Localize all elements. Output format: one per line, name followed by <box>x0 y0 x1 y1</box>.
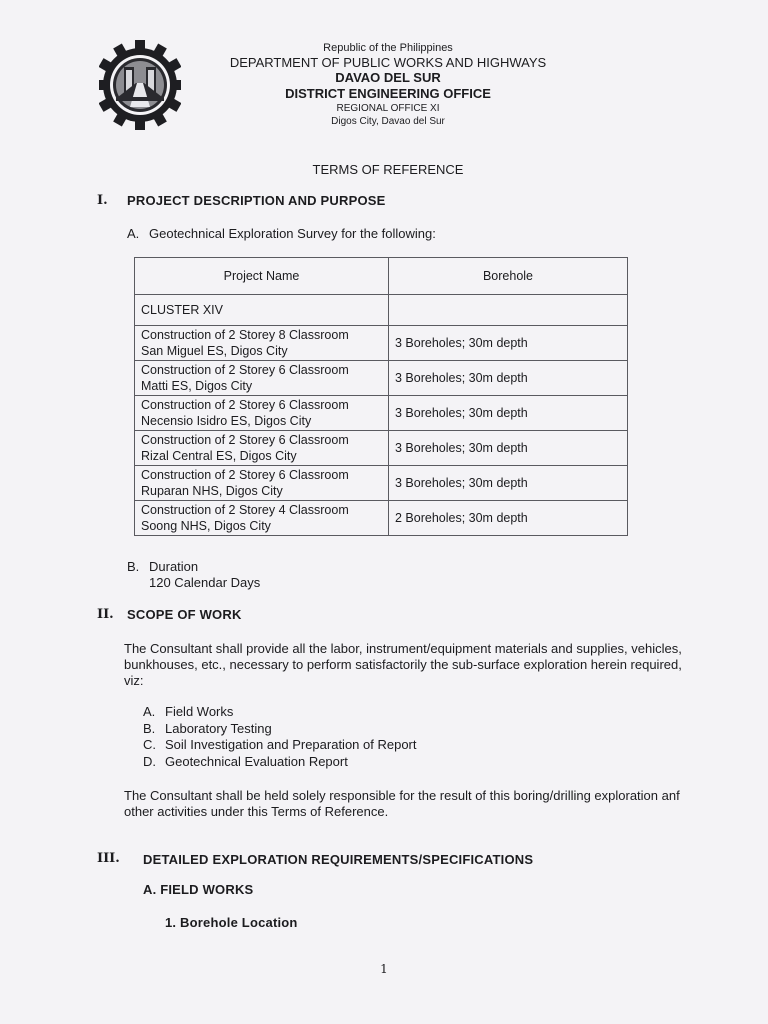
header-province: DAVAO DEL SUR <box>335 70 441 85</box>
scope-paragraph-2: The Consultant shall be held solely responsible for the result of this boring/drilling exploration anf other activities under this Terms of Reference. <box>124 788 680 819</box>
duration-value: 120 Calendar Days <box>149 575 261 590</box>
list-item <box>143 704 417 721</box>
project-name-line2: Matti ES, Digos City <box>141 379 253 393</box>
table-row <box>135 396 628 431</box>
borehole-cell: 3 Boreholes; 30m depth <box>389 361 628 396</box>
borehole-cell: 2 Boreholes; 30m depth <box>389 501 628 536</box>
section-2-title: SCOPE OF WORK <box>127 607 242 622</box>
table-row <box>135 361 628 396</box>
project-name-line2: Ruparan NHS, Digos City <box>141 484 283 498</box>
section-1-item-b-letter: B. <box>127 559 140 574</box>
section-1-title: PROJECT DESCRIPTION AND PURPOSE <box>127 193 386 208</box>
table-row <box>135 326 628 361</box>
section-2-number: II. <box>97 607 114 622</box>
scope-list <box>143 704 417 770</box>
section-3-title: DETAILED EXPLORATION REQUIREMENTS/SPECIFICATIONS <box>143 852 534 867</box>
list-item <box>143 737 417 754</box>
document-title: TERMS OF REFERENCE <box>312 162 464 177</box>
section-1-number: I. <box>97 193 108 208</box>
project-name-line1: Construction of 2 Storey 6 Classroom <box>141 398 349 412</box>
borehole-cell: 3 Boreholes; 30m depth <box>389 431 628 466</box>
borehole-cell: 3 Boreholes; 30m depth <box>389 466 628 501</box>
table-row <box>135 501 628 536</box>
header-republic: Republic of the Philippines <box>323 42 453 54</box>
project-name-cell <box>135 396 389 431</box>
section-1-item-b-label: Duration <box>149 559 199 574</box>
list-item-text: Field Works <box>165 704 234 719</box>
list-item-letter: C. <box>143 737 156 752</box>
table-row <box>135 466 628 501</box>
project-name-line2: San Miguel ES, Digos City <box>141 344 288 358</box>
project-name-cell <box>135 431 389 466</box>
borehole-cell: 3 Boreholes; 30m depth <box>389 326 628 361</box>
project-name-cell <box>135 361 389 396</box>
project-table <box>134 257 628 536</box>
list-item-text: Laboratory Testing <box>165 720 272 736</box>
table-row-cluster <box>135 295 628 326</box>
borehole-location-heading: 1. Borehole Location <box>165 915 298 930</box>
column-header-borehole: Borehole <box>389 258 628 295</box>
list-item <box>143 721 417 738</box>
cluster-label: CLUSTER XIV <box>135 295 389 326</box>
page-number: 1 <box>380 962 388 976</box>
header-office: DISTRICT ENGINEERING OFFICE <box>285 86 491 101</box>
project-name-line2: Soong NHS, Digos City <box>141 519 271 533</box>
project-name-cell <box>135 466 389 501</box>
list-item-text: Soil Investigation and Preparation of Report <box>165 737 417 752</box>
table-header-row <box>135 258 628 295</box>
section-1-item-a-text: Geotechnical Exploration Survey for the following: <box>149 226 436 241</box>
cluster-borehole-empty <box>389 295 628 326</box>
field-works-heading: A. FIELD WORKS <box>143 882 254 897</box>
list-item <box>143 754 417 771</box>
list-item-text: Geotechnical Evaluation Report <box>165 753 348 769</box>
project-name-line1: Construction of 2 Storey 6 Classroom <box>141 433 349 447</box>
list-item-letter: D. <box>143 753 156 769</box>
project-name-line2: Necensio Isidro ES, Digos City <box>141 414 312 428</box>
list-item-letter: B. <box>143 720 156 736</box>
project-name-line1: Construction of 2 Storey 4 Classroom <box>141 503 349 517</box>
project-name-line1: Construction of 2 Storey 6 Classroom <box>141 363 349 377</box>
project-name-line2: Rizal Central ES, Digos City <box>141 449 297 463</box>
project-name-line1: Construction of 2 Storey 8 Classroom <box>141 328 349 342</box>
section-1-item-a-letter: A. <box>127 226 140 241</box>
table-row <box>135 431 628 466</box>
column-header-project-name: Project Name <box>135 258 389 295</box>
project-name-cell <box>135 501 389 536</box>
borehole-cell: 3 Boreholes; 30m depth <box>389 396 628 431</box>
project-name-cell <box>135 326 389 361</box>
project-name-line1: Construction of 2 Storey 6 Classroom <box>141 468 349 482</box>
header-department: DEPARTMENT OF PUBLIC WORKS AND HIGHWAYS <box>229 55 547 70</box>
header-address: Digos City, Davao del Sur <box>331 116 445 127</box>
scope-paragraph-1: The Consultant shall provide all the labor, instrument/equipment materials and supplies, vehicles, bunkhouses, etc., necessary to perform satisfactorily the sub-surface exploration herein required, viz: <box>124 641 682 688</box>
header-region: REGIONAL OFFICE XI <box>336 103 440 114</box>
list-item-letter: A. <box>143 704 156 719</box>
dpwh-logo <box>99 40 181 130</box>
section-3-number: III. <box>97 851 120 866</box>
